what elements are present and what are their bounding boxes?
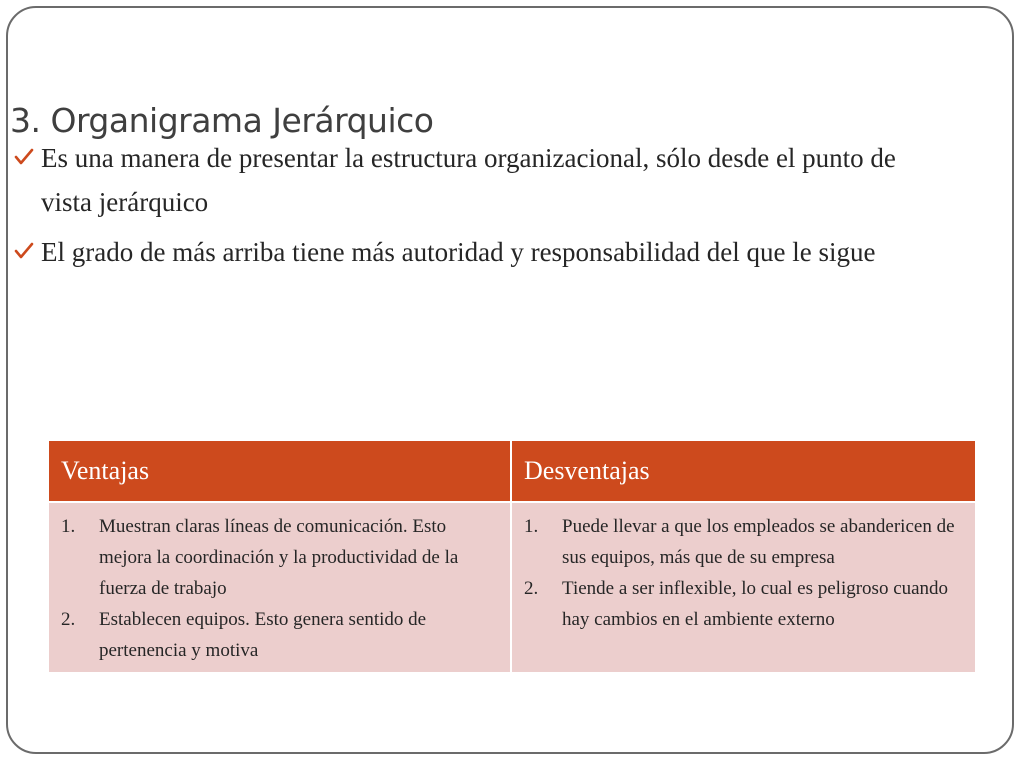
- desventajas-list: [518, 511, 965, 635]
- desventajas-cell: [511, 502, 976, 673]
- list-item: [55, 604, 500, 666]
- check-icon: [14, 136, 36, 180]
- item-number: 1.: [524, 516, 539, 537]
- item-text: Puede llevar a que los empleados se abandericen de sus equipos, más que de su empresa: [562, 516, 955, 568]
- ventajas-cell: [48, 502, 511, 673]
- table-row: [48, 502, 976, 673]
- bullet-text: Es una manera de presentar la estructura organizacional, sólo desde el punto de vista jerárquico: [41, 143, 896, 217]
- bullet-item: [14, 136, 914, 224]
- item-text: Tiende a ser inflexible, lo cual es peligroso cuando hay cambios en el ambiente externo: [562, 578, 949, 630]
- check-icon: [14, 230, 36, 274]
- bullet-list: [14, 136, 914, 280]
- comparison-table: [47, 439, 977, 674]
- header-ventajas: Ventajas: [48, 440, 511, 502]
- table-header-row: [48, 440, 976, 502]
- list-item: [518, 511, 965, 573]
- list-item: [518, 573, 965, 635]
- bullet-text: El grado de más arriba tiene más autoridad y responsabilidad del que le sigue: [41, 237, 876, 267]
- header-desventajas: Desventajas: [511, 440, 976, 502]
- bullet-item: [14, 230, 914, 274]
- item-number: 2.: [61, 609, 76, 630]
- slide-title: 3. Organigrama Jerárquico: [10, 101, 434, 140]
- item-number: 1.: [61, 516, 76, 537]
- item-text: Muestran claras líneas de comunicación. Esto mejora la coordinación y la productividad de la fuerza de trabajo: [99, 516, 459, 599]
- item-number: 2.: [524, 578, 539, 599]
- list-item: [55, 511, 500, 604]
- ventajas-list: [55, 511, 500, 666]
- item-text: Establecen equipos. Esto genera sentido de pertenencia y motiva: [99, 609, 427, 661]
